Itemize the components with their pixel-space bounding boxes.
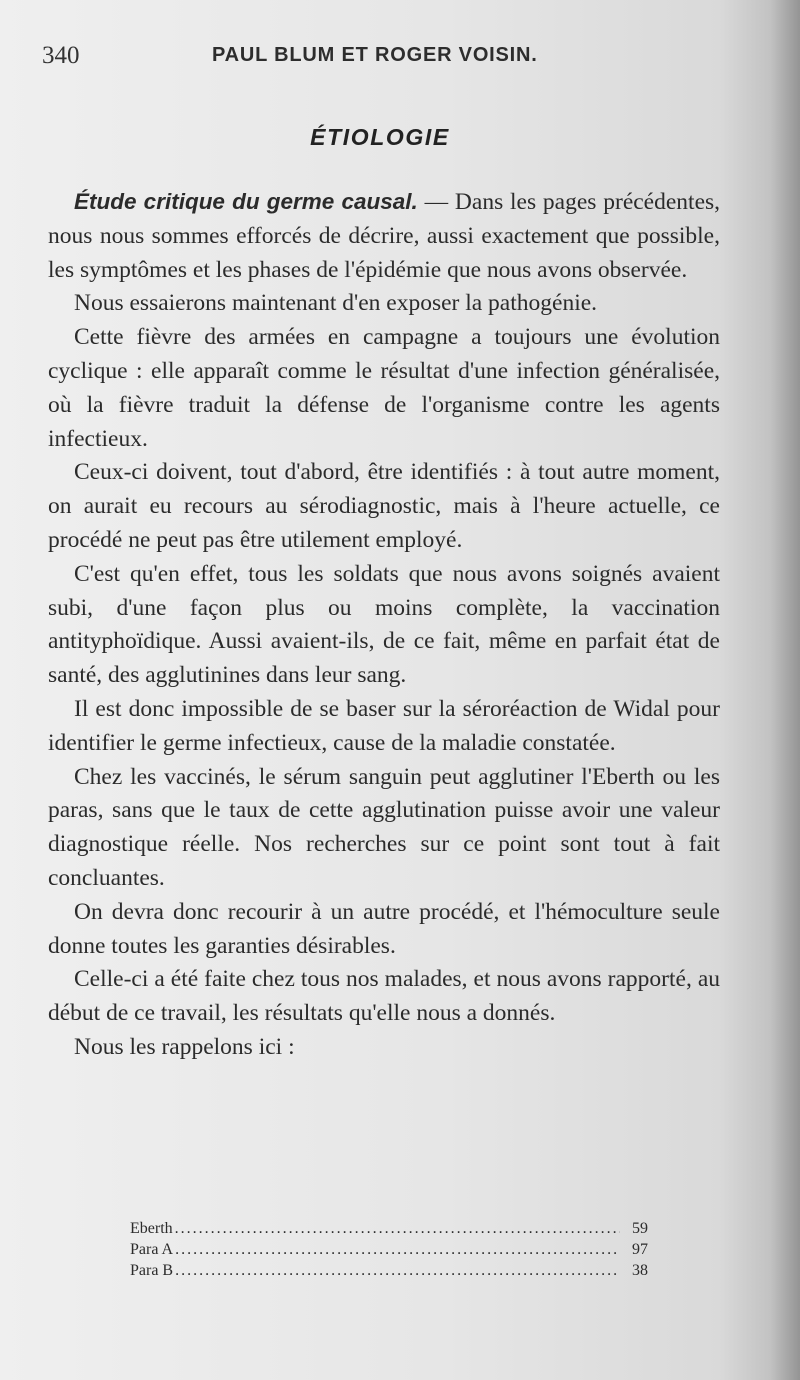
dot-leader bbox=[175, 1218, 620, 1239]
paragraph: Ceux-ci doivent, tout d'abord, être identifiés : à tout autre moment, on aurait eu recours au sérodiagnostic, mais à l'heure actuelle, ce procédé ne peut pas être utilement employé. bbox=[48, 459, 720, 553]
result-value: 38 bbox=[632, 1262, 648, 1279]
page-number: 340 bbox=[42, 42, 80, 69]
result-value: 59 bbox=[632, 1220, 648, 1237]
dot-leader bbox=[175, 1260, 620, 1281]
section-title: ÉTIOLOGIE bbox=[310, 124, 450, 150]
result-row bbox=[130, 1218, 648, 1239]
paragraph: Chez les vaccinés, le sérum sanguin peut agglutiner l'Eberth ou les paras, sans que le taux de cette agglutination puisse avoir une valeur diagnostique réelle. Nos recherches sur ce point sont tout à fait concluantes. bbox=[48, 763, 720, 891]
results-list bbox=[130, 1218, 648, 1281]
paragraph-lead-in: Étude critique du germe causal. bbox=[74, 189, 418, 214]
result-row bbox=[130, 1260, 648, 1281]
result-label: Para A bbox=[130, 1241, 174, 1258]
result-label: Para B bbox=[130, 1262, 174, 1279]
paragraph: Cette fièvre des armées en campagne a toujours une évolution cyclique : elle apparaît comme le résultat d'une infection généralisée, où la fièvre traduit la défense de l'organisme contre les agents infectieux. bbox=[48, 324, 720, 452]
running-head: PAUL BLUM ET ROGER VOISIN. bbox=[212, 44, 538, 66]
paragraph: On devra donc recourir à un autre procédé, et l'hémoculture seule donne toutes les garanties désirables. bbox=[48, 898, 720, 959]
result-label: Eberth bbox=[130, 1220, 173, 1237]
page-header bbox=[40, 40, 720, 76]
paragraph: Nous essaierons maintenant d'en exposer la pathogénie. bbox=[74, 290, 598, 317]
result-value: 97 bbox=[632, 1241, 648, 1258]
result-row bbox=[130, 1239, 648, 1260]
paragraph: Nous les rappelons ici : bbox=[74, 1033, 295, 1060]
dot-leader bbox=[175, 1239, 620, 1260]
body-text bbox=[48, 185, 720, 1065]
paragraph: C'est qu'en effet, tous les soldats que nous avons soignés avaient subi, d'une façon plus ou moins complète, la vaccination antityphoïdique. Aussi avaient-ils, de ce fait, même en parfait état de santé, des agglutinines dans leur sang. bbox=[48, 560, 720, 689]
paragraph-text: — Dans les pages précédentes, nous nous sommes efforcés de décrire, aussi exactement que possible, les symptômes et les phases de l'épidémie que nous avons observée. bbox=[48, 189, 721, 283]
paragraph: Celle-ci a été faite chez tous nos malades, et nous avons rapporté, au début de ce travail, les résultats qu'elle nous a donnés. bbox=[48, 966, 720, 1027]
paragraph bbox=[48, 185, 720, 287]
paragraph: Il est donc impossible de se baser sur la séroréaction de Widal pour identifier le germe infectieux, cause de la maladie constatée. bbox=[48, 695, 720, 756]
